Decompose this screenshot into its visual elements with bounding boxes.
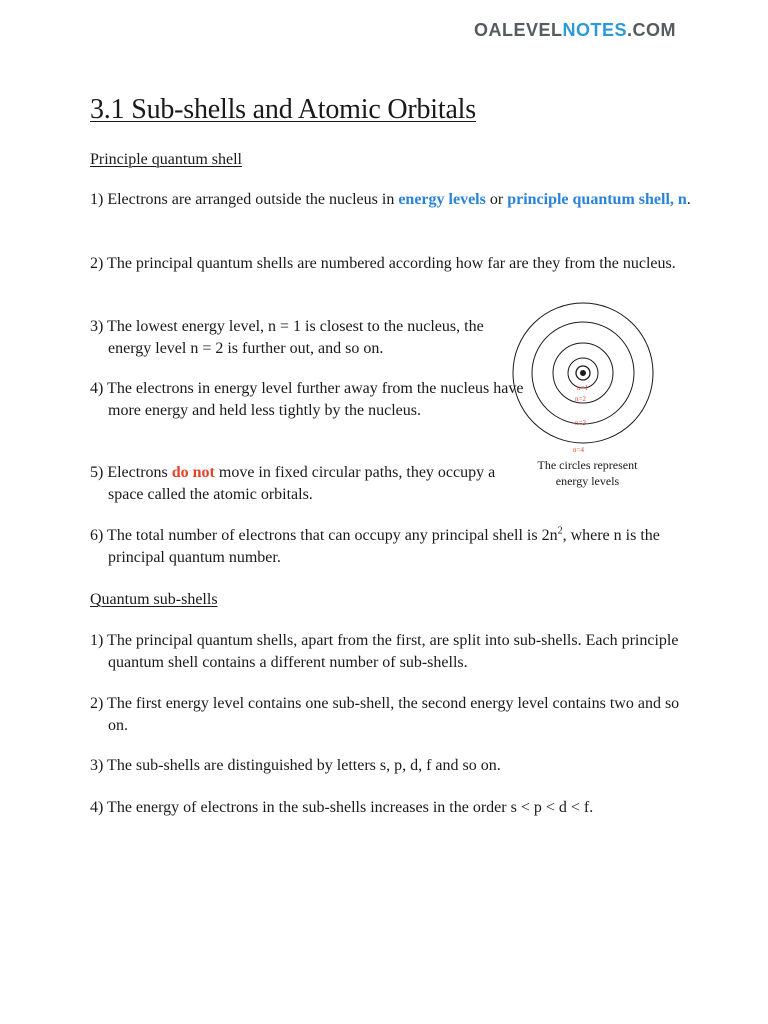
diagram-caption: The circles represent energy levels <box>537 458 638 488</box>
list-item-text: 5) Electrons <box>90 464 172 481</box>
list-item-8: 2) The first energy level contains one sub-shell, the second energy level contains two and so on. <box>90 695 680 734</box>
site-logo <box>474 18 676 42</box>
shell-label-n4: n=4 <box>573 446 584 454</box>
logo-text-part2: NOTES <box>562 20 627 40</box>
page-title: 3.1 Sub-shells and Atomic Orbitals <box>90 94 476 125</box>
list-item-2: 2) The principal quantum shells are numbered according how far are they from the nucleus. <box>90 255 676 272</box>
list-item-4: 4) The electrons in energy level further away from the nucleus have more energy and held less tightly by the nucleus. <box>90 380 524 419</box>
section-heading-quantum-sub-shells: Quantum sub-shells <box>90 591 218 608</box>
logo-text-part3: .COM <box>627 20 676 40</box>
highlight-principle-quantum-shell: principle quantum shell, n <box>507 191 687 208</box>
list-item-text: 6) The total number of electrons that can occupy any principal shell is 2n <box>90 527 558 544</box>
list-item-text: 1) Electrons are arranged outside the nucleus in <box>90 191 399 208</box>
list-item-9: 3) The sub-shells are distinguished by letters s, p, d, f and so on. <box>90 757 501 774</box>
list-item-6 <box>90 525 698 568</box>
highlight-do-not: do not <box>171 464 215 481</box>
shell-label-n1: n=1 <box>577 384 588 392</box>
list-item-text: move in fixed circular paths, they occupy a space called the atomic orbitals. <box>108 464 496 503</box>
list-item-10: 4) The energy of electrons in the sub-shells increases in the order s < p < d < f. <box>90 799 594 816</box>
list-item-text: , where n is the principal quantum number. <box>108 527 660 566</box>
list-item-1 <box>90 189 698 211</box>
shell-label-n2: n=2 <box>575 395 586 403</box>
logo-text-part1: OALEVEL <box>473 20 563 40</box>
section-heading-principle-quantum-shell: Principle quantum shell <box>90 151 242 168</box>
list-item-text: . <box>686 191 691 208</box>
list-item-text: or <box>485 191 508 208</box>
nucleus-dot <box>580 370 586 376</box>
highlight-energy-levels: energy levels <box>398 191 486 208</box>
superscript-2: 2 <box>557 525 563 537</box>
list-item-3: 3) The lowest energy level, n = 1 is closest to the nucleus, the energy level n = 2 is further out, and so on. <box>90 318 484 357</box>
shell-label-n3: n=3 <box>575 419 586 427</box>
list-item-7: 1) The principal quantum shells, apart from the first, are split into sub-shells. Each principle quantum shell contains a different number of sub-shells. <box>90 632 679 671</box>
list-item-5 <box>90 462 528 505</box>
